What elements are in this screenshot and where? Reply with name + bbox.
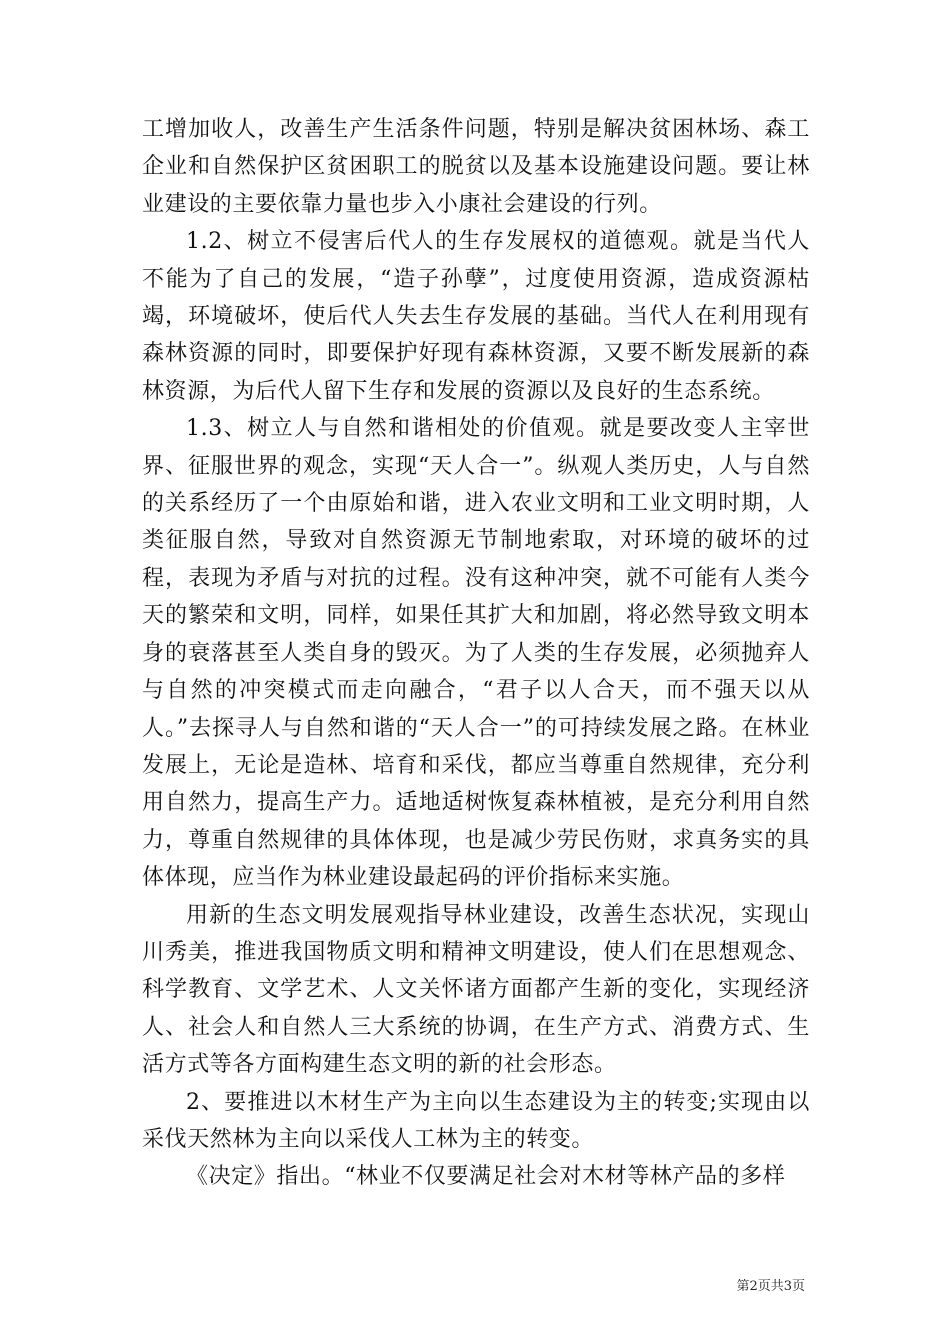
paragraph-decision: 《决定》指出。“林业不仅要满足社会对木材等林产品的多样 <box>186 1164 786 1190</box>
document-body <box>142 111 810 1196</box>
paragraph-ecological-civilization: 用新的生态文明发展观指导林业建设，改善生态状况，实现山川秀美，推进我国物质文明和精神文明建设，使人们在思想观念、科学教育、文学艺术、人文关怀诸方面都产生新的变化，实现经济人、社会人和自然人三大系统的协调，在生产方式、消费方式、生活方式等各方面构建生态文明的新的社会形态。 <box>142 902 810 1078</box>
paragraph-continued: 工增加收人，改善生产生活条件问题，特别是解决贫困林场、森工企业和自然保护区贫困职工的脱贫以及基本设施建设问题。要让林业建设的主要依靠力量也步入小康社会建设的行列。 <box>142 117 810 217</box>
paragraph-2: 2、要推进以木材生产为主向以生态建设为主的转变;实现由以采伐天然林为主向以采伐人工林为主的转变。 <box>142 1089 810 1152</box>
paragraph-1-2: 1.2、树立不侵害后代人的生存发展权的道德观。就是当代人不能为了自己的发展，“造子孙孽”，过度使用资源，造成资源枯竭，环境破坏，使后代人失去生存发展的基础。当代人在利用现有森林资源的同时，即要保护好现有森林资源，又要不断发展新的森林资源，为后代人留下生存和发展的资源以及良好的生态系统。 <box>142 229 810 404</box>
paragraph-1-3: 1.3、树立人与自然和谐相处的价值观。就是要改变人主宰世界、征服世界的观念，实现“天人合一”。纵观人类历史，人与自然的关系经历了一个由原始和谐，进入农业文明和工业文明时期，人类征服自然，导致对自然资源无节制地索取，对环境的破坏的过程，表现为矛盾与对抗的过程。没有这种冲突，就不可能有人类今天的繁荣和文明，同样，如果任其扩大和加剧，将必然导致文明本身的衰落甚至人类自身的毁灭。为了人类的生存发展，必须抛弃人与自然的冲突模式而走向融合，“君子以人合天，而不强天以从人。”去探寻人与自然和谐的“天人合一”的可持续发展之路。在林业发展上，无论是造林、培育和采伐，都应当尊重自然规律，充分利用自然力，提高生产力。适地适树恢复森林植被，是充分利用自然力，尊重自然规律的具体体现，也是减少劳民伤财，求真务实的具体体现，应当作为林业建设最起码的评价指标来实施。 <box>142 416 810 891</box>
page-number: 第2页共3页 <box>736 1279 805 1294</box>
